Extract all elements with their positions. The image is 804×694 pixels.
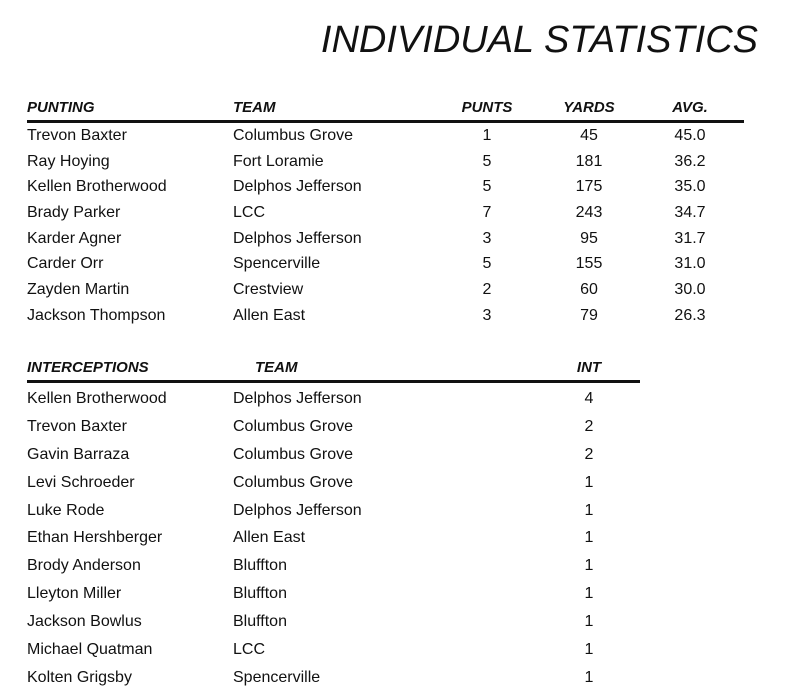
punts-value: 1 [482, 127, 492, 144]
avg-value: 26.3 [674, 306, 706, 324]
punts-value: 2 [482, 281, 492, 299]
table-row [27, 226, 744, 252]
avg-value: 36.2 [674, 152, 706, 170]
avg-value: 35.0 [674, 178, 706, 196]
player-name: Brady Parker [27, 204, 121, 222]
interceptions-header-name: INTERCEPTIONS [27, 359, 149, 376]
player-name: Kolten Grigsby [27, 668, 132, 686]
player-name: Levi Schroeder [27, 473, 135, 491]
player-name: Ethan Hershberger [27, 529, 163, 547]
table-row [27, 303, 744, 329]
team-name: Allen East [233, 306, 306, 324]
team-name: Delphos Jefferson [233, 229, 362, 247]
page-title: INDIVIDUAL STATISTICS [320, 19, 758, 61]
punts-value: 5 [482, 255, 492, 273]
table-row [27, 497, 640, 525]
player-name: Trevon Baxter [27, 417, 127, 435]
team-name: Crestview [233, 281, 304, 299]
int-value: 1 [584, 557, 594, 575]
punts-value: 3 [482, 229, 492, 247]
avg-value: 34.7 [674, 204, 706, 222]
team-name: Bluffton [233, 613, 287, 631]
yards-value: 95 [580, 229, 598, 247]
team-name: Delphos Jefferson [233, 178, 362, 196]
avg-value: 31.7 [674, 229, 706, 247]
table-row [27, 277, 744, 303]
team-name: Columbus Grove [233, 417, 354, 435]
yards-value: 60 [580, 281, 598, 299]
player-name: Luke Rode [27, 501, 105, 519]
team-name: Spencerville [233, 668, 321, 686]
punting-header-yards: YARDS [563, 99, 615, 116]
player-name: Karder Agner [27, 229, 122, 247]
yards-value: 155 [575, 255, 603, 273]
table-row [27, 385, 640, 413]
team-name: LCC [233, 204, 266, 222]
yards-value: 175 [575, 178, 603, 196]
table-row [27, 664, 640, 692]
table-row [27, 200, 744, 226]
team-name: LCC [233, 641, 266, 659]
team-name: Columbus Grove [233, 473, 354, 491]
int-value: 1 [584, 641, 594, 659]
player-name: Gavin Barraza [27, 445, 130, 463]
table-row [27, 174, 744, 200]
int-value: 1 [584, 529, 594, 547]
team-name: Delphos Jefferson [233, 501, 362, 519]
table-row [27, 580, 640, 608]
yards-value: 181 [575, 152, 603, 170]
punts-value: 5 [482, 152, 492, 170]
int-value: 4 [584, 390, 594, 407]
int-value: 1 [584, 613, 594, 631]
player-name: Ray Hoying [27, 152, 110, 170]
team-name: Bluffton [233, 557, 287, 575]
punting-header-name: PUNTING [27, 99, 95, 116]
player-name: Michael Quatman [27, 641, 153, 659]
yards-value: 79 [580, 306, 598, 324]
player-name: Carder Orr [27, 255, 104, 273]
player-name: Trevon Baxter [27, 127, 127, 144]
player-name: Kellen Brotherwood [27, 390, 167, 407]
int-value: 2 [584, 417, 594, 435]
table-row [27, 469, 640, 497]
player-name: Jackson Bowlus [27, 613, 142, 631]
interceptions-header-team: TEAM [255, 359, 298, 376]
int-value: 1 [584, 501, 594, 519]
int-value: 2 [584, 445, 594, 463]
yards-value: 45 [580, 127, 598, 144]
player-name: Lleyton Miller [27, 585, 122, 603]
table-row [27, 123, 744, 149]
team-name: Fort Loramie [233, 152, 324, 170]
punting-header-punts: PUNTS [461, 99, 513, 116]
avg-value: 31.0 [674, 255, 706, 273]
yards-value: 243 [575, 204, 603, 222]
punts-value: 7 [482, 204, 492, 222]
team-name: Bluffton [233, 585, 287, 603]
int-value: 1 [584, 473, 594, 491]
avg-value: 45.0 [674, 127, 706, 144]
punts-value: 3 [482, 306, 492, 324]
table-row [27, 552, 640, 580]
table-row [27, 441, 640, 469]
table-row [27, 608, 640, 636]
table-row [27, 636, 640, 664]
interceptions-rows [27, 383, 640, 692]
team-name: Delphos Jefferson [233, 390, 362, 407]
team-name: Spencerville [233, 255, 321, 273]
int-value: 1 [584, 585, 594, 603]
interceptions-table [27, 356, 640, 692]
punting-header-row [27, 96, 744, 123]
table-row [27, 413, 640, 441]
punting-header-avg: AVG. [672, 99, 708, 116]
table-row [27, 149, 744, 175]
table-row [27, 251, 744, 277]
interceptions-header-int: INT [576, 359, 602, 376]
punting-table [27, 96, 744, 329]
table-row [27, 524, 640, 552]
player-name: Kellen Brotherwood [27, 178, 167, 196]
team-name: Allen East [233, 529, 306, 547]
punts-value: 5 [482, 178, 492, 196]
punting-header-team: TEAM [233, 99, 276, 116]
player-name: Brody Anderson [27, 557, 141, 575]
team-name: Columbus Grove [233, 445, 354, 463]
int-value: 1 [584, 668, 594, 686]
avg-value: 30.0 [674, 281, 706, 299]
player-name: Zayden Martin [27, 281, 130, 299]
punting-rows [27, 123, 744, 329]
interceptions-header-row [27, 356, 640, 383]
team-name: Columbus Grove [233, 127, 354, 144]
player-name: Jackson Thompson [27, 306, 166, 324]
